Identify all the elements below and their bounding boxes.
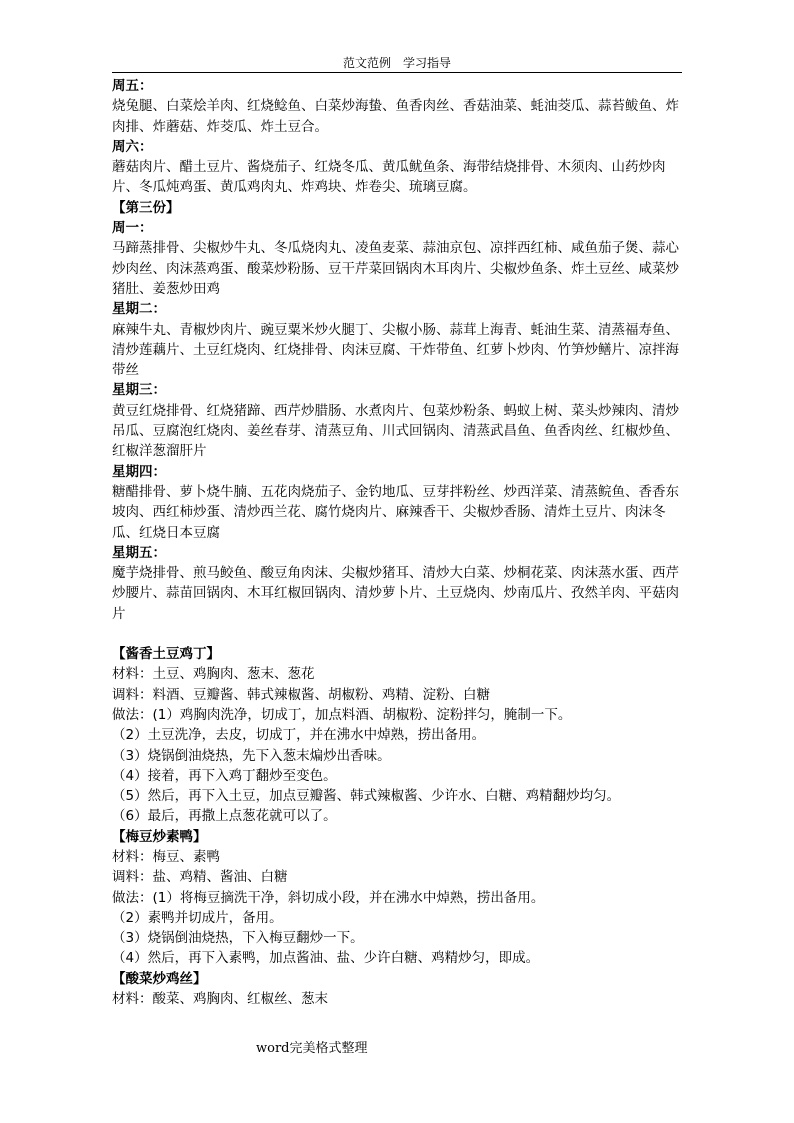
recipe-line: （3）烧锅倒油烧热，下入梅豆翻炒一下。 [112,930,364,947]
page-header: 范文范例 学习指导 [112,54,682,73]
page-footer: word完美格式整理 [256,1041,368,1056]
recipe-line: 材料：酸菜、鸡胸肉、红椒丝、葱末 [112,991,328,1008]
wednesday-heading: 星期三： [112,382,166,399]
recipe-line: （2）素鸭并切成片，备用。 [112,909,283,926]
recipe-line: 调料：料酒、豆瓣酱、韩式辣椒酱、胡椒粉、鸡精、淀粉、白糖 [112,686,490,703]
saturday-menu: 蘑菇肉片、醋土豆片、酱烧茄子、红烧冬瓜、黄瓜鱿鱼条、海带结烧排骨、木须肉、山药炒肉片、冬瓜炖鸡蛋、黄瓜鸡肉丸、炸鸡块、炸卷尖、琉璃豆腐。 [112,159,666,196]
monday-menu: 马蹄蒸排骨、尖椒炒牛丸、冬瓜烧肉丸、凌鱼麦菜、蒜油京包、凉拌西红柿、咸鱼茄子煲、蒜心炒肉丝、肉沫蒸鸡蛋、酸菜炒粉肠、豆干芹菜回锅肉木耳肉片、尖椒炒鱼条、炸土豆丝、咸菜炒猪肚、姜葱炒田鸡 [112,240,679,297]
section-gap [112,624,684,644]
recipe-line: （2）土豆洗净，去皮，切成丁，并在沸水中焯熟，捞出备用。 [112,727,486,744]
recipe-line: 做法：(1）鸡胸肉洗净，切成丁，加点料酒、胡椒粉、淀粉拌匀，腌制一下。 [112,706,572,723]
monday-heading: 周一： [112,220,153,237]
part-three-title: 【第三份】 [112,199,180,216]
recipe-title: 【酸菜炒鸡丝】 [112,970,207,987]
recipe-title: 【梅豆炒素鸭】 [112,828,207,845]
friday-heading: 周五： [112,78,153,94]
tuesday-heading: 星期二： [112,301,166,318]
saturday-heading: 周六： [112,138,153,155]
recipe-line: （4）接着，再下入鸡丁翻炒至变色。 [112,767,337,784]
recipe-line: （4）然后，再下入素鸭，加点酱油、盐、少许白糖、鸡精炒匀，即成。 [112,950,540,967]
friday-two-menu: 魔芋烧排骨、煎马鲛鱼、酸豆角肉沫、尖椒炒猪耳、清炒大白菜、炒桐花菜、肉沫蒸水蛋、西芹炒腰片、蒜苗回锅肉、木耳红椒回锅肉、清炒萝卜片、土豆烧肉、炒南瓜片、孜然羊肉、平菇肉片 [112,565,679,622]
recipe-line: 调料：盐、鸡精、酱油、白糖 [112,869,288,886]
friday-two-heading: 星期五： [112,544,166,561]
recipe-line: （3）烧锅倒油烧热，先下入葱末煸炒出香味。 [112,747,391,764]
recipe-line: 材料：梅豆、素鸭 [112,848,220,865]
thursday-heading: 星期四： [112,463,166,480]
recipe-title: 【酱香土豆鸡丁】 [112,646,220,663]
recipe-line: （6）最后，再撒上点葱花就可以了。 [112,808,337,825]
friday-menu: 烧兔腿、白菜烩羊肉、红烧鲶鱼、白菜炒海蛰、鱼香肉丝、香菇油菜、蚝油茭瓜、蒜苔鲅鱼、炸肉排、炸蘑菇、炸茭瓜、炸土豆合。 [112,98,679,135]
recipe-line: （5）然后，再下入土豆，加点豆瓣酱、韩式辣椒酱、少许水、白糖、鸡精翻炒均匀。 [112,788,621,805]
recipe-line: 材料：土豆、鸡胸肉、葱末、葱花 [112,666,315,683]
recipe-line: 做法：(1）将梅豆摘洗干净，斜切成小段，并在沸水中焯熟，捞出备用。 [112,889,545,906]
thursday-menu: 糖醋排骨、萝卜烧牛腩、五花肉烧茄子、金钓地瓜、豆芽拌粉丝、炒西洋菜、清蒸鲩鱼、香香东坡肉、西红柿炒蛋、清炒西兰花、腐竹烧肉片、麻辣香干、尖椒炒香肠、清炸土豆片、肉沫冬瓜、红烧日本豆腐 [112,483,679,541]
tuesday-menu: 麻辣牛丸、青椒炒肉片、豌豆粟米炒火腿丁、尖椒小肠、蒜茸上海青、蚝油生菜、清蒸福寿鱼、清炒莲藕片、土豆红烧肉、红烧排骨、肉沫豆腐、干炸带鱼、红萝卜炒肉、竹笋炒鳝片、凉拌海带丝 [112,321,679,379]
document-body [112,76,684,1009]
wednesday-menu: 黄豆红烧排骨、红烧猪蹄、西芹炒腊肠、水煮肉片、包菜炒粉条、蚂蚁上树、菜头炒辣肉、清炒吊瓜、豆腐泡红烧肉、姜丝春芽、清蒸豆角、川式回锅肉、清蒸武昌鱼、鱼香肉丝、红椒炒鱼、红椒洋葱溜肝片 [112,402,679,460]
